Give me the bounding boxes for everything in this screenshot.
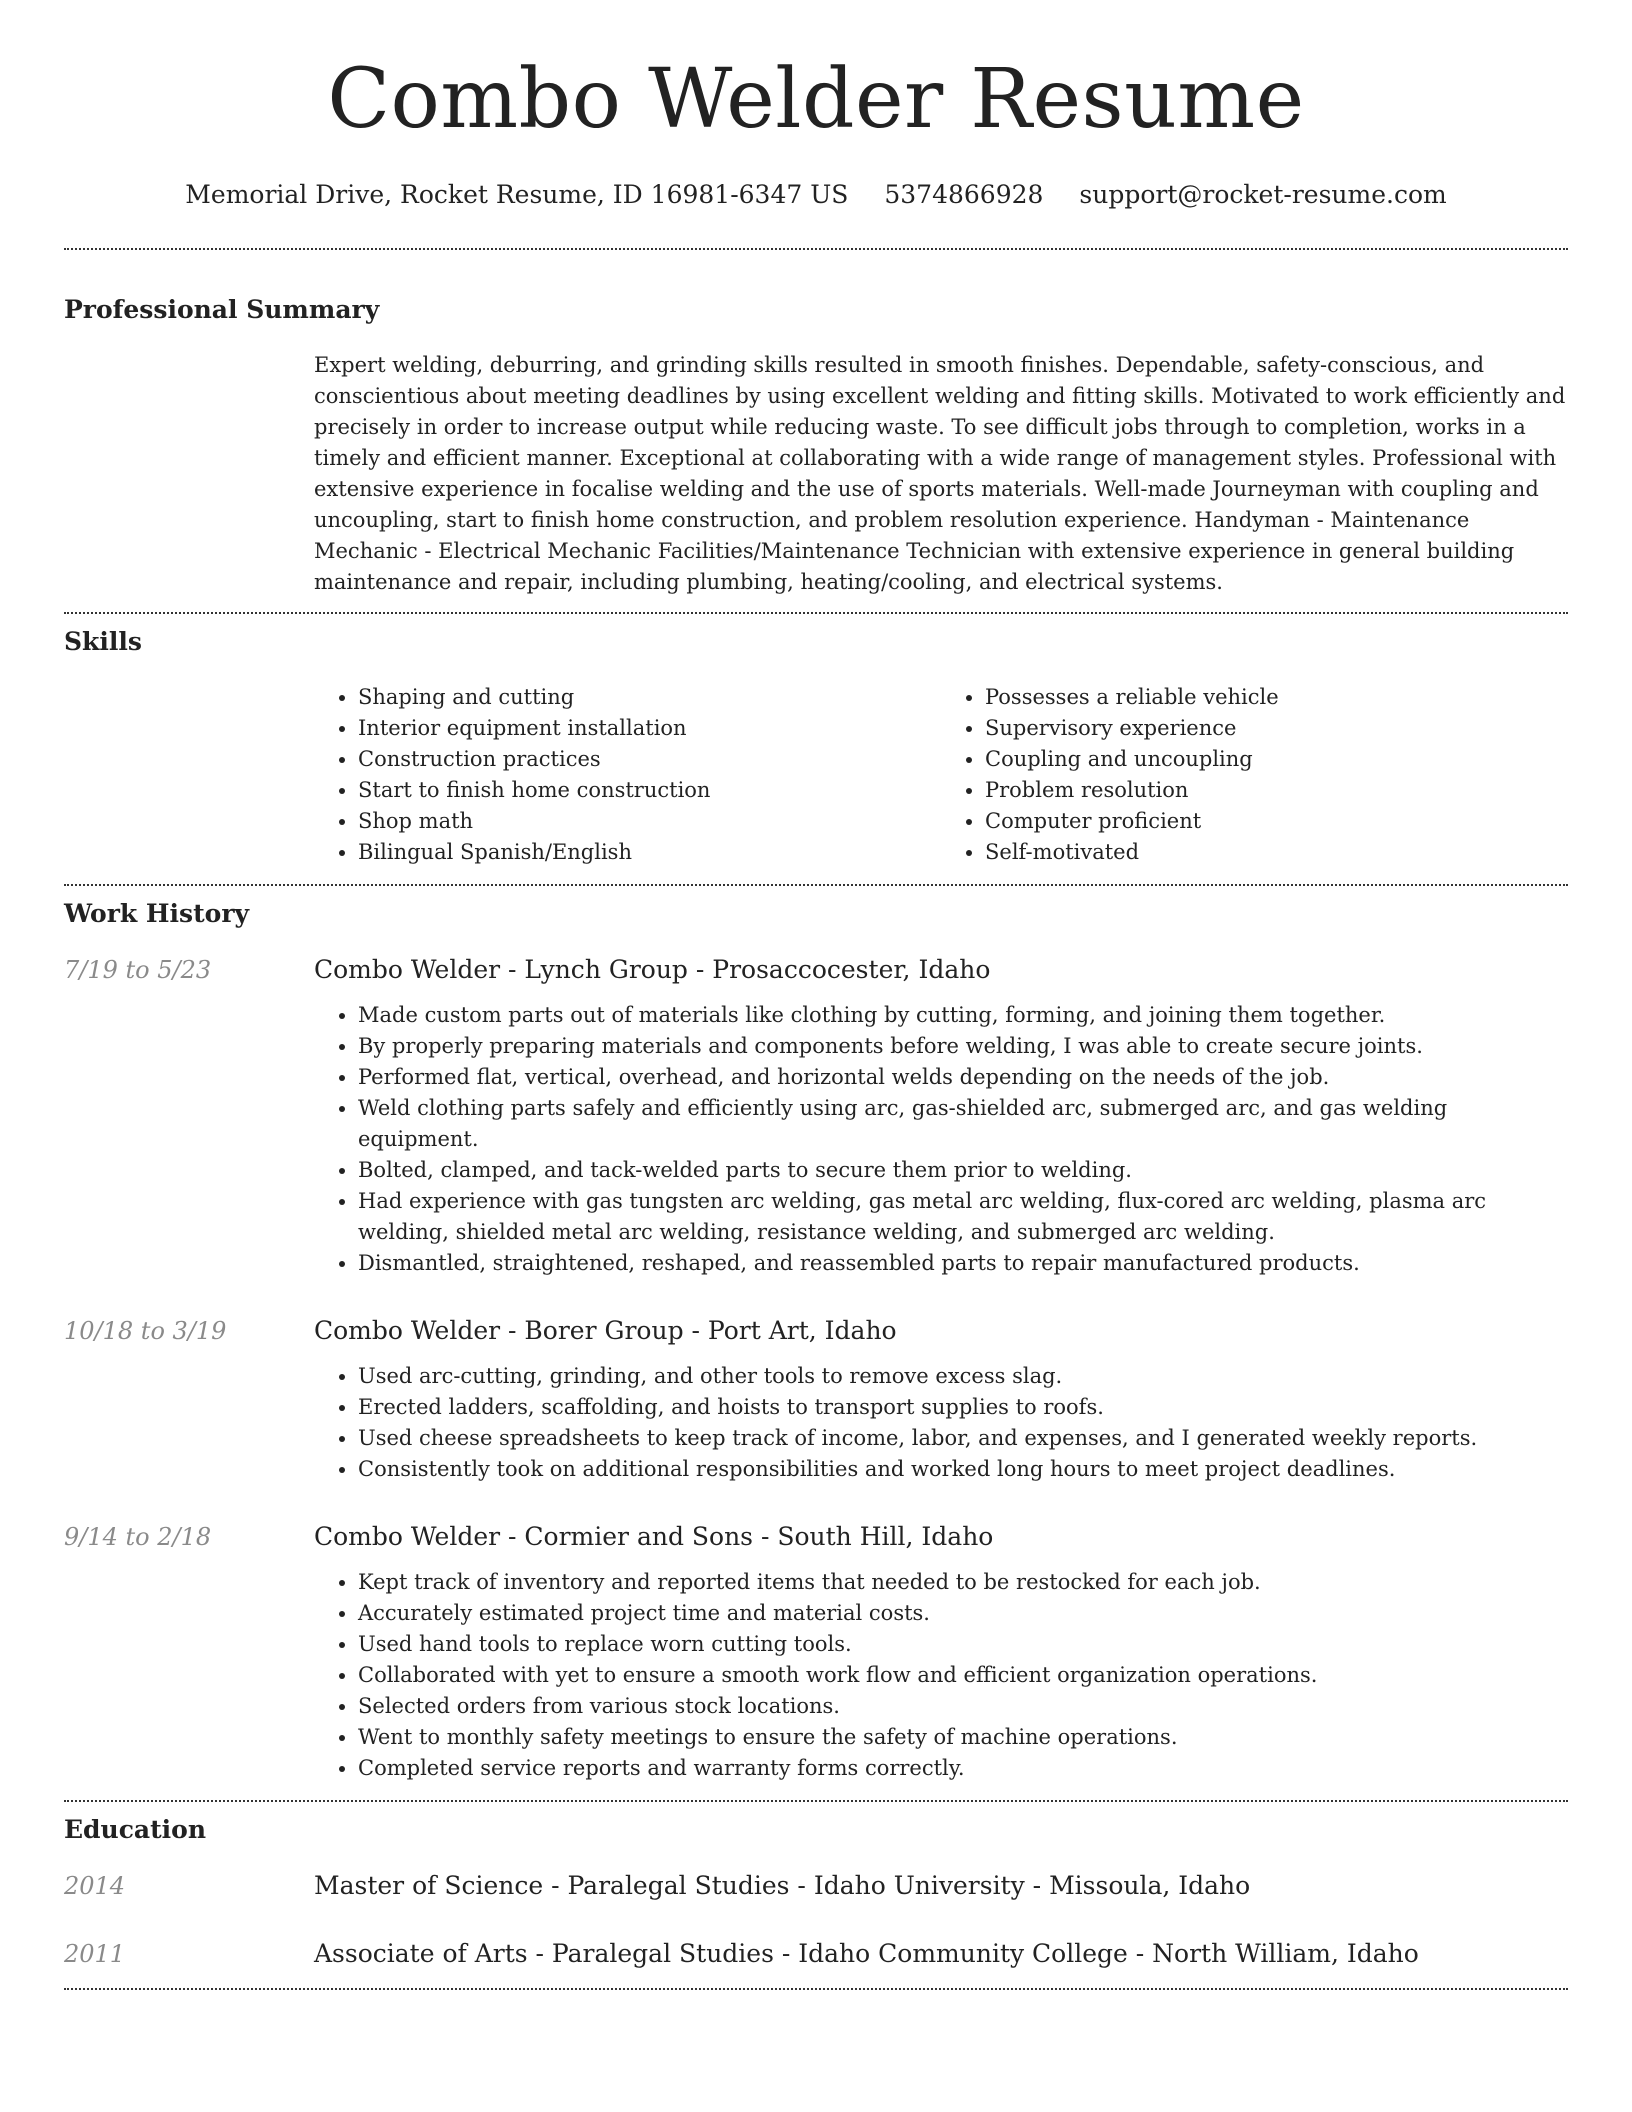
- job-title: Combo Welder - Cormier and Sons - South Hill, Idaho: [314, 1522, 994, 1551]
- skill-item: • Start to finish home construction: [358, 775, 941, 806]
- section-heading-work-history: Work History: [64, 899, 250, 928]
- education-title: Associate of Arts - Paralegal Studies - Idaho Community College - North William, Idaho: [314, 1939, 1419, 1968]
- skill-item: • Supervisory experience: [985, 713, 1568, 744]
- contact-phone: 5374866928: [884, 180, 1044, 209]
- job-duties: [314, 1000, 1568, 1279]
- job-entry: [64, 1521, 1568, 1784]
- section-heading-education: Education: [64, 1815, 207, 1844]
- education-title: Master of Science - Paralegal Studies - Idaho University - Missoula, Idaho: [314, 1871, 1251, 1900]
- job-duty: • Completed service reports and warranty forms correctly.: [358, 1753, 1568, 1784]
- skill-item: • Coupling and uncoupling: [985, 744, 1568, 775]
- job-duty: • Used arc-cutting, grinding, and other tools to remove excess slag.: [358, 1361, 1568, 1392]
- divider: [64, 1988, 1568, 1990]
- job-duty: • By properly preparing materials and components before welding, I was able to create secure joints.: [358, 1031, 1568, 1062]
- resume-page: [64, 0, 1568, 1990]
- skill-item: • Construction practices: [358, 744, 941, 775]
- job-duty: • Had experience with gas tungsten arc welding, gas metal arc welding, flux-cored arc welding, plasma arc welding, shielded metal arc welding, resistance welding, and submerged arc welding.: [358, 1186, 1568, 1248]
- contact-email: support@rocket-resume.com: [1079, 180, 1447, 209]
- job-title: Combo Welder - Borer Group - Port Art, Idaho: [314, 1316, 897, 1345]
- skill-item: • Interior equipment installation: [358, 713, 941, 744]
- job-dates: 10/18 to 3/19: [64, 1317, 227, 1345]
- job-header: [64, 954, 1568, 986]
- section-heading-summary: Professional Summary: [64, 295, 380, 324]
- skill-item: • Computer proficient: [985, 806, 1568, 837]
- divider: [64, 612, 1568, 614]
- skills-column-left: [314, 682, 941, 868]
- job-duty: • Kept track of inventory and reported items that needed to be restocked for each job.: [358, 1567, 1568, 1598]
- divider: [64, 884, 1568, 886]
- job-duty: • Bolted, clamped, and tack-welded parts to secure them prior to welding.: [358, 1155, 1568, 1186]
- job-entry: [64, 1315, 1568, 1485]
- job-duty: • Erected ladders, scaffolding, and hoists to transport supplies to roofs.: [358, 1392, 1568, 1423]
- skill-item: • Bilingual Spanish/English: [358, 837, 941, 868]
- education-year: 2014: [64, 1872, 126, 1900]
- job-dates: 7/19 to 5/23: [64, 956, 212, 984]
- skill-item: • Shaping and cutting: [358, 682, 941, 713]
- skill-item: • Shop math: [358, 806, 941, 837]
- job-duty: • Used hand tools to replace worn cutting tools.: [358, 1629, 1568, 1660]
- job-duty: • Weld clothing parts safely and efficiently using arc, gas-shielded arc, submerged arc, and gas welding equipment.: [358, 1093, 1568, 1155]
- divider: [64, 248, 1568, 250]
- skill-item: • Problem resolution: [985, 775, 1568, 806]
- job-duty: • Went to monthly safety meetings to ensure the safety of machine operations.: [358, 1722, 1568, 1753]
- job-duties: [314, 1361, 1568, 1485]
- job-duty: • Accurately estimated project time and material costs.: [358, 1598, 1568, 1629]
- job-dates: 9/14 to 2/18: [64, 1523, 212, 1551]
- job-header: [64, 1521, 1568, 1553]
- skill-item: • Possesses a reliable vehicle: [985, 682, 1568, 713]
- job-duty: • Performed flat, vertical, overhead, and horizontal welds depending on the needs of the job.: [358, 1062, 1568, 1093]
- skills-column-right: [941, 682, 1568, 868]
- skill-item: • Self-motivated: [985, 837, 1568, 868]
- skills-list: [314, 682, 1568, 868]
- job-duty: • Used cheese spreadsheets to keep track of income, labor, and expenses, and I generated weekly reports.: [358, 1423, 1568, 1454]
- education-entry: [64, 1870, 1568, 1902]
- job-duty: • Made custom parts out of materials like clothing by cutting, forming, and joining them together.: [358, 1000, 1568, 1031]
- job-duties: [314, 1567, 1568, 1784]
- divider: [64, 1800, 1568, 1802]
- job-duty: • Dismantled, straightened, reshaped, and reassembled parts to repair manufactured products.: [358, 1248, 1568, 1279]
- contact-address: Memorial Drive, Rocket Resume, ID 16981-6347 US: [185, 180, 849, 209]
- job-title: Combo Welder - Lynch Group - Prosaccocester, Idaho: [314, 955, 991, 984]
- job-duty: • Consistently took on additional responsibilities and worked long hours to meet project deadlines.: [358, 1454, 1568, 1485]
- job-duty: • Collaborated with yet to ensure a smooth work flow and efficient organization operations.: [358, 1660, 1568, 1691]
- education-entry: [64, 1938, 1568, 1970]
- job-header: [64, 1315, 1568, 1347]
- resume-title: Combo Welder Resume: [327, 52, 1305, 147]
- education-year: 2011: [64, 1940, 126, 1968]
- section-heading-skills: Skills: [64, 627, 142, 656]
- contact-line: [64, 180, 1568, 210]
- summary-text: Expert welding, deburring, and grinding skills resulted in smooth finishes. Dependable, safety-conscious, and conscientious about meeting deadlines by using excellent welding and fitting skills. Motivated to work efficiently and precisely in order to increase output while reducing waste. To see difficult jobs through to completion, works in a timely and efficient manner. Exceptional at collaborating with a wide range of management styles. Professional with extensive experience in focalise welding and the use of sports materials. Well-made Journeyman with coupling and uncoupling, start to finish home construction, and problem resolution experience. Handyman - Maintenance Mechanic - Electrical Mechanic Facilities/Maintenance Technician with extensive experience in general building maintenance and repair, including plumbing, heating/cooling, and electrical systems.: [314, 353, 1566, 594]
- job-duty: • Selected orders from various stock locations.: [358, 1691, 1568, 1722]
- job-entry: [64, 954, 1568, 1279]
